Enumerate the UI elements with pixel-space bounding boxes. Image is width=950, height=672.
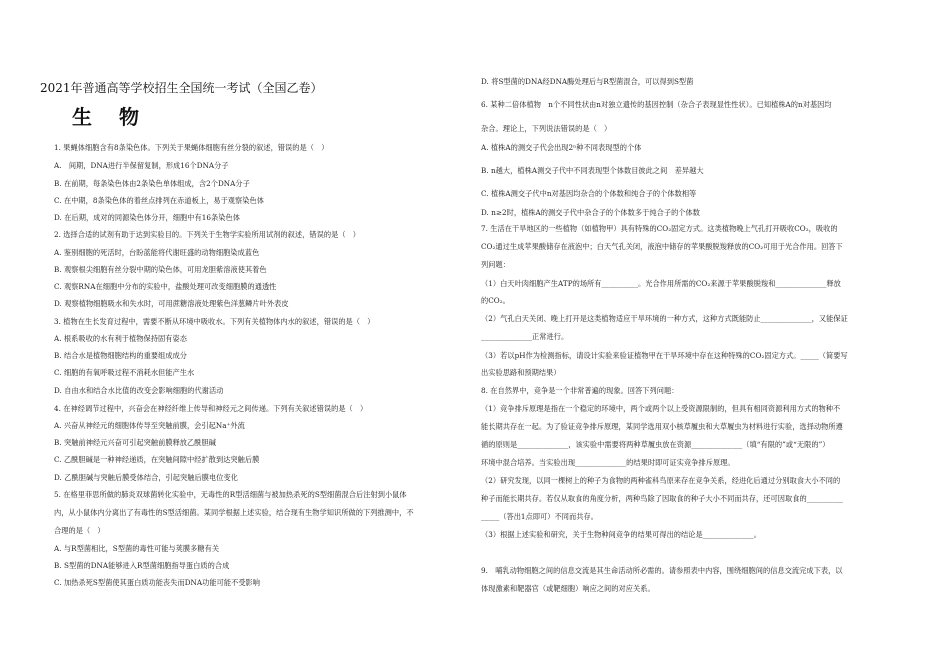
question-7-stem-line-1: 7. 生活在干旱地区的一些植物（如植物甲）具有特殊的CO₂固定方式。这类植物晚上气孔打开吸收CO₂，吸收的 (481, 224, 838, 233)
question-8-part-3: （3）根据上述实验和研究，关于生物种间竞争的结果可得出的结论是______________。 (481, 530, 762, 539)
question-7-part-2-line-1: （2）气孔白天关闭、晚上打开是这类植物适应干旱环境的一种方式，这种方式既能防止______________，又能保证 (481, 314, 848, 323)
question-2-stem: 2. 选择合适的试剂有助于达到实验目的。下列关于生物学实验所用试剂的叙述，错误的是（ ） (54, 230, 361, 239)
question-1-stem: 1. 果蝇体细胞含有8条染色体。下列关于果蝇体细胞有丝分裂的叙述，错误的是（ ） (54, 143, 329, 152)
question-5-stem-line-2: 内，从小鼠体内分离出了有毒性的S型活细菌。某同学根据上述实验，结合现有生物学知识所做的下列推测中，不 (54, 508, 414, 517)
question-4-option-d: D. 乙酰胆碱与突触后膜受体结合，引起突触后膜电位变化 (54, 473, 238, 482)
question-6-stem-line-1: 6. 某种二倍体植物 n个不同性状由n对独立遗传的基因控制（杂合子表现显性性状）。已知植株A的n对基因均 (481, 100, 832, 109)
question-6-option-b: B. n越大，植株A测交子代中不同表现型个体数目彼此之间 差异越大 (481, 166, 704, 175)
question-7-stem-line-3: 列问题： (481, 260, 510, 269)
question-5-stem-line-1: 5. 在格里菲思所做的肺炎双球菌转化实验中，无毒性的R型活细菌与被加热杀死的S型细菌混合后注射到小鼠体 (54, 490, 407, 499)
question-6-stem-line-2: 杂合。理论上，下列说法错误的是（ ） (481, 124, 612, 133)
question-5-option-a: A. 与R型菌相比，S型菌的毒性可能与荚膜多糖有关 (54, 544, 220, 553)
question-3-option-c: C. 细胞的有氧呼吸过程不消耗水但能产生水 (54, 368, 195, 377)
question-7-stem-line-2: CO₂通过生成苹果酸储存在液泡中；白天气孔关闭，液泡中储存的苹果酸脱羧释放的CO₂可用于光合作用。回答下 (481, 242, 843, 251)
question-3-option-d: D. 自由水和结合水比值的改变会影响细胞的代谢活动 (54, 386, 224, 395)
question-7-part-2-line-2: ______________正常进行。 (481, 332, 569, 341)
question-3-stem: 3. 植物在生长发育过程中，需要不断从环境中吸收水。下列有关植物体内水的叙述，错误的是（ ） (54, 317, 375, 326)
question-7-part-3-line-2: 出实验思路和预期结果） (481, 368, 561, 377)
question-8-part-1-line-2: 能长期共存在一起。为了验证竞争排斥原理，某同学选用双小核草履虫和大草履虫为材料进行实验，选择动物所遵 (481, 422, 843, 431)
question-4-option-c: C. 乙酰胆碱是一种神经递质，在突触间隙中经扩散到达突触后膜 (54, 455, 260, 464)
question-4-option-a: A. 兴奋从神经元的细胞体传导至突触前膜，会引起Na⁺外流 (54, 421, 245, 430)
question-9-stem-line-2: 体现激素和靶器官（或靶细胞）响应之间的对应关系。 (481, 584, 655, 593)
question-5-option-b: B. S型菌的DNA能够进入R型菌细胞指导蛋白质的合成 (54, 561, 230, 570)
question-7-part-1-line-2: 的CO₂。 (481, 296, 510, 305)
question-8-part-1-line-4: 环境中混合培养。当实验出现______________的结果时即可证实竞争排斥原理。 (481, 458, 735, 467)
question-1-option-c: C. 在中期，8条染色体的着丝点排列在赤道板上，易于观察染色体 (54, 196, 265, 205)
exam-title: 2021年普通高等学校招生全国统一考试（全国乙卷） (40, 81, 323, 95)
question-5-option-c: C. 加热杀死S型菌使其蛋白质功能丧失而DNA功能可能不受影响 (54, 578, 261, 587)
question-4-option-b: B. 突触前神经元兴奋可引起突触前膜释放乙酰胆碱 (54, 438, 216, 447)
question-1-option-b: B. 在前期，每条染色体由2条染色单体组成，含2个DNA分子 (54, 179, 250, 188)
question-8-part-2-line-2: 种子而能长期共存。若仅从取食的角度分析，两种鸟除了因取食的种子大小不同而共存，还可因取食的__________ (481, 494, 844, 503)
question-7-part-1-line-1: （1）白天叶肉细胞产生ATP的场所有__________。光合作用所需的CO₂来源于苹果酸脱羧和______________释放 (481, 279, 841, 288)
question-8-part-1-line-1: （1）竞争排斥原理是指在一个稳定的环境中，两个或两个以上受资源限制的，但具有相同资源利用方式的物种不 (481, 404, 841, 413)
question-4-stem: 4. 在神经调节过程中，兴奋会在神经纤维上传导和神经元之间传递。下列有关叙述错误的是（ ） (54, 404, 368, 413)
question-8-part-2-line-3: _____（答出1点即可）不同而共存。 (481, 512, 598, 521)
question-8-part-2-line-1: （2）研究发现，以同一棵树上的种子为食物的两种雀科鸟原来存在竞争关系，经进化后通过分别取食大小不同的 (481, 476, 841, 485)
question-6-option-c: C. 植株A测交子代中n对基因均杂合的个体数和纯合子的个体数相等 (481, 189, 697, 198)
question-8-part-1-line-3: 循的原则是______________，该实验中需要将两种草履虫放在资源______________（填“有限的”或“无限的”） (481, 440, 830, 449)
question-6-option-d: D. n≥2时，植株A的测交子代中杂合子的个体数多于纯合子的个体数 (481, 208, 701, 217)
subject-heading: 生 物 (72, 105, 149, 129)
question-1-option-a: A. 间期，DNA进行半保留复制，形成16个DNA分子 (54, 161, 229, 170)
question-1-option-d: D. 在后期，成对的同源染色体分开，细胞中有16条染色体 (54, 213, 240, 222)
question-7-part-3-line-1: （3）若以pH作为检测指标，请设计实验来验证植物甲在干旱环境中存在这种特殊的CO₂固定方式。_____（简要写 (481, 351, 848, 360)
question-2-option-d: D. 观察植物细胞吸水和失水时，可用蔗糖溶液处理紫色洋葱鳞片叶外表皮 (54, 299, 289, 308)
question-3-option-b: B. 结合水是植物细胞结构的重要组成成分 (54, 351, 188, 360)
question-5-stem-line-3: 合理的是（ ） (54, 526, 105, 535)
question-2-option-b: B. 观察根尖细胞有丝分裂中期的染色体，可用龙胆紫溶液使其着色 (54, 265, 267, 274)
question-8-stem: 8. 在自然界中，竞争是一个非常普遍的现象。回答下列问题： (481, 386, 679, 395)
question-9-stem-line-1: 9. 哺乳动物细胞之间的信息交流是其生命活动所必需的。请参照表中内容，围绕细胞间的信息交流完成下表，以 (481, 566, 843, 575)
question-3-option-a: A. 根系吸收的水有利于植物保持固有姿态 (54, 334, 187, 343)
question-2-option-c: C. 观察RNA在细胞中分布的实验中，盐酸处理可改变细胞膜的通透性 (54, 282, 277, 291)
question-2-option-a: A. 鉴别细胞的死活时，台盼蓝能将代谢旺盛的动物细胞染成蓝色 (54, 248, 260, 257)
question-5-option-d: D. 将S型菌的DNA经DNA酶处理后与R型菌混合，可以得到S型菌 (481, 77, 694, 86)
question-6-option-a: A. 植株A的测交子代会出现2ⁿ种不同表现型的个体 (481, 143, 642, 152)
